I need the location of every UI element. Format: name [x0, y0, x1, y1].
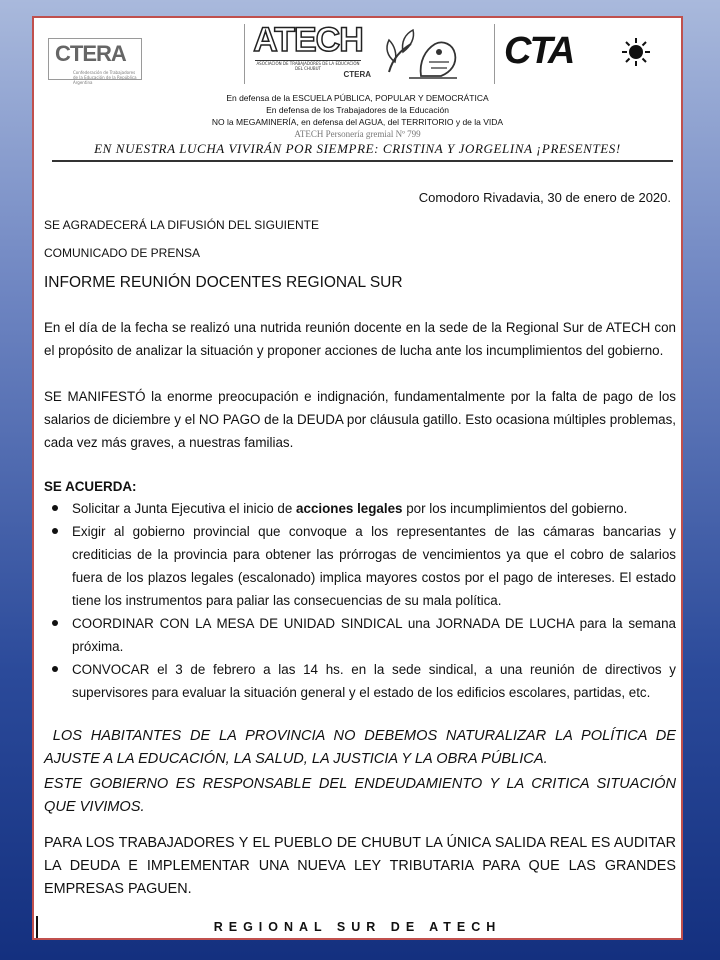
atech-logo — [245, 22, 371, 78]
ctera-logo-text: CTERA — [55, 41, 126, 66]
ctera-logo-subtitle: Confederación de Trabajadores de la Educación de la República Argentina — [73, 70, 137, 85]
personeria-gremial: ATECH Personería gremial Nº 799 — [294, 129, 421, 139]
ctera-logo — [48, 38, 142, 85]
statement-austerity: LOS HABITANTES DE LA PROVINCIA NO DEBEMOS NATURALIZAR LA POLÍTICA DE AJUSTE A LA EDUCACIÓN, LA SALUD, LA JUSTICIA Y LA OBRA PÚBLICA. — [44, 728, 680, 767]
cta-logo-text: CTA — [504, 30, 574, 72]
document-title: INFORME REUNIÓN DOCENTES REGIONAL SUR — [44, 274, 403, 291]
motto: EN NUESTRA LUCHA VIVIRÁN POR SIEMPRE: CRISTINA Y JORGELINA ¡PRESENTES! — [94, 141, 621, 156]
agreement-item-3: COORDINAR CON LA MESA DE UNIDAD SINDICAL una JORNADA DE LUCHA para la semana próxima. — [72, 616, 676, 654]
press-release-page — [32, 16, 683, 940]
agreement-item-2: Exigir al gobierno provincial que convoque a los representantes de las cámaras bancarias y crediticias de la provincia para obtener las prórrogas de vencimientos ya que el cobro de salarios fuera de los plazos legales (escalonado) implica mayores costos por el pago de intereses. El estado tiene los instrumentos para paliar las consecuencias de su mala política. — [72, 524, 676, 608]
agreement-item-1-text-end: por los incumplimientos del gobierno. — [402, 501, 628, 516]
agreement-item-1-text: Solicitar a Junta Ejecutiva el inicio de — [72, 501, 297, 516]
header-line-3: NO la MEGAMINERÍA, en defensa del AGUA, del TERRITORIO y de la VIDA — [211, 117, 504, 127]
paragraph-concern: SE MANIFESTÓ la enorme preocupación e indignación, fundamentalmente por la falta de pago de los salarios de diciembre y el NO PAGO de la DEUDA por cláusula gatillo. Esto ocasiona múltiples problemas, cada vez más graves, a nuestras familias. — [44, 389, 676, 450]
header-line-1: En defensa de la ESCUELA PÚBLICA, POPULAR Y DEMOCRÁTICA — [226, 93, 489, 103]
signature: REGIONAL SUR DE ATECH — [213, 920, 502, 934]
agreement-item-1-emphasis: acciones legales — [296, 501, 403, 516]
agreement-item-1 — [72, 497, 676, 520]
bullet-icon — [52, 528, 58, 534]
logo-divider — [494, 24, 495, 84]
agreements-heading: SE ACUERDA: — [44, 479, 137, 494]
agreement-item-4: CONVOCAR el 3 de febrero a las 14 hs. en la sede sindical, a una reunión de directivos y supervisores para evaluar la situación general y el estado de los edificios escolares, partidas, etc. — [72, 662, 676, 700]
place-date: Comodoro Rivadavia, 30 de enero de 2020. — [418, 190, 671, 205]
header-line-2: En defensa de los Trabajadores de la Educación — [266, 105, 449, 115]
closing-statement: PARA LOS TRABAJADORES Y EL PUEBLO DE CHUBUT LA ÚNICA SALIDA REAL ES AUDITAR LA DEUDA E IMPLEMENTAR UNA NUEVA LEY TRIBUTARIA PARA QUE LAS GRANDES EMPRESAS PAGUEN. — [44, 835, 676, 897]
bullet-icon — [52, 505, 58, 511]
statement-responsibility: ESTE GOBIERNO ES RESPONSABLE DEL ENDEUDAMIENTO Y LA CRITICA SITUACIÓN QUE VIVIMOS. — [44, 776, 676, 815]
diffusion-request: SE AGRADECERÁ LA DIFUSIÓN DEL SIGUIENTE — [44, 218, 319, 232]
release-type: COMUNICADO DE PRENSA — [44, 246, 201, 260]
atech-logo-text: ATECH — [253, 21, 363, 59]
bullet-icon — [52, 620, 58, 626]
header-divider — [52, 160, 673, 162]
atech-logo-subtitle: ASOCIACIÓN DE TRABAJADORES DE LA EDUCACIÓN DEL CHUBUT — [256, 61, 360, 71]
bullet-icon — [52, 666, 58, 672]
cta-logo — [504, 32, 654, 72]
paragraph-meeting: En el día de la fecha se realizó una nutrida reunión docente en la sede de la Regional Sur de ATECH con el propósito de analizar la situación y proponer acciones de lucha ante los incumplimientos del gobierno. — [44, 320, 676, 358]
sun-icon — [622, 38, 650, 66]
atech-logo-ctera: CTERA — [343, 70, 371, 79]
plant-emblem-icon — [379, 22, 461, 80]
